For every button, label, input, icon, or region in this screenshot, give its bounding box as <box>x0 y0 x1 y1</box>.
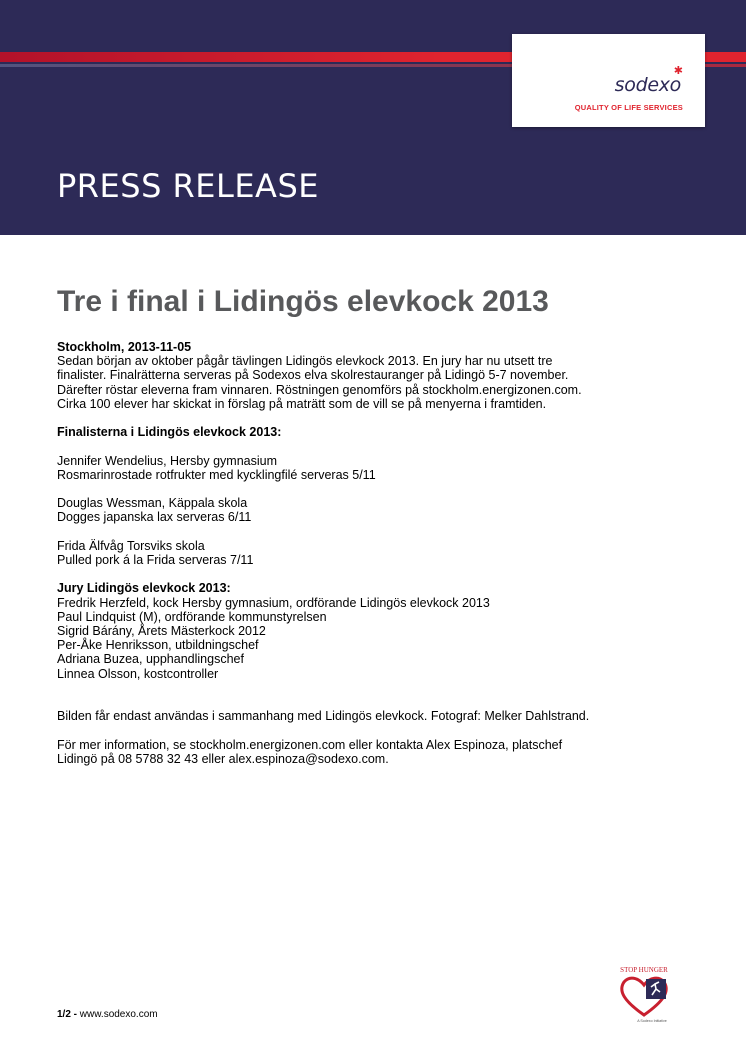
page-number: 1/2 - <box>57 1009 78 1020</box>
logo-wordmark: sodexo <box>614 74 681 96</box>
jury-heading: Jury Lidingös elevkock 2013: <box>57 581 231 596</box>
dateline: Stockholm, 2013-11-05 <box>57 340 192 354</box>
jury-member: Fredrik Herzfeld, kock Hersby gymnasium, ordförande Lidingös elevkock 2013 <box>57 595 490 610</box>
jury-member: Adriana Buzea, upphandlingschef <box>57 652 244 667</box>
intro-line: Cirka 100 elever har skickat in förslag på maträtt som de vill se på menyerna i framtiden. <box>57 396 547 411</box>
page-footer <box>57 1009 158 1020</box>
intro-line: Sedan början av oktober pågår tävlingen Lidingös elevkock 2013. En jury har nu utsett tre <box>57 354 553 369</box>
stop-hunger-logo <box>614 965 674 1023</box>
finalist-dish: Dogges japanska lax serveras 6/11 <box>57 510 252 525</box>
header-band <box>0 0 746 235</box>
finalists-heading: Finalisterna i Lidingös elevkock 2013: <box>57 425 282 440</box>
star-icon: ✱ <box>673 65 683 77</box>
contact-line: Lidingö på 08 5788 32 43 eller alex.espinoza@sodexo.com. <box>57 751 389 766</box>
sodexo-initiative-text: A Sodexo Initiative <box>637 1019 667 1023</box>
photo-note: Bilden får endast användas i sammanhang med Lidingös elevkock. Fotograf: Melker Dahlstrand. <box>57 709 590 724</box>
finalist-name: Frida Älfvåg Torsviks skola <box>57 538 205 553</box>
sodexo-logo <box>512 34 705 127</box>
article-headline: Tre i final i Lidingös elevkock 2013 <box>57 285 549 318</box>
jury-member: Paul Lindquist (M), ordförande kommunstyrelsen <box>57 609 327 624</box>
jury-member: Per-Åke Henriksson, utbildningschef <box>57 638 259 653</box>
finalist-dish: Rosmarinrostade rotfrukter med kycklingfilé serveras 5/11 <box>57 467 376 482</box>
intro-line: Därefter röstar eleverna fram vinnaren. Röstningen genomförs på stockholm.energizonen.com. <box>57 382 582 397</box>
article-body <box>57 340 697 766</box>
intro-line: finalister. Finalrätterna serveras på Sodexos elva skolrestauranger på Lidingö 5-7 november. <box>57 368 569 383</box>
jury-member: Linnea Olsson, kostcontroller <box>57 666 219 681</box>
contact-line: För mer information, se stockholm.energizonen.com eller kontakta Alex Espinoza, platschef <box>57 737 563 752</box>
press-release-title: PRESS RELEASE <box>57 167 319 205</box>
finalist-name: Jennifer Wendelius, Hersby gymnasium <box>57 453 278 468</box>
stop-hunger-text: STOP HUNGER <box>620 966 668 974</box>
finalist-name: Douglas Wessman, Käppala skola <box>57 496 248 511</box>
jury-member: Sigrid Bárány, Årets Mästerkock 2012 <box>57 623 266 638</box>
logo-tagline: QUALITY OF LIFE SERVICES <box>574 103 683 112</box>
finalist-dish: Pulled pork á la Frida serveras 7/11 <box>57 552 254 567</box>
footer-site: www.sodexo.com <box>79 1009 158 1020</box>
